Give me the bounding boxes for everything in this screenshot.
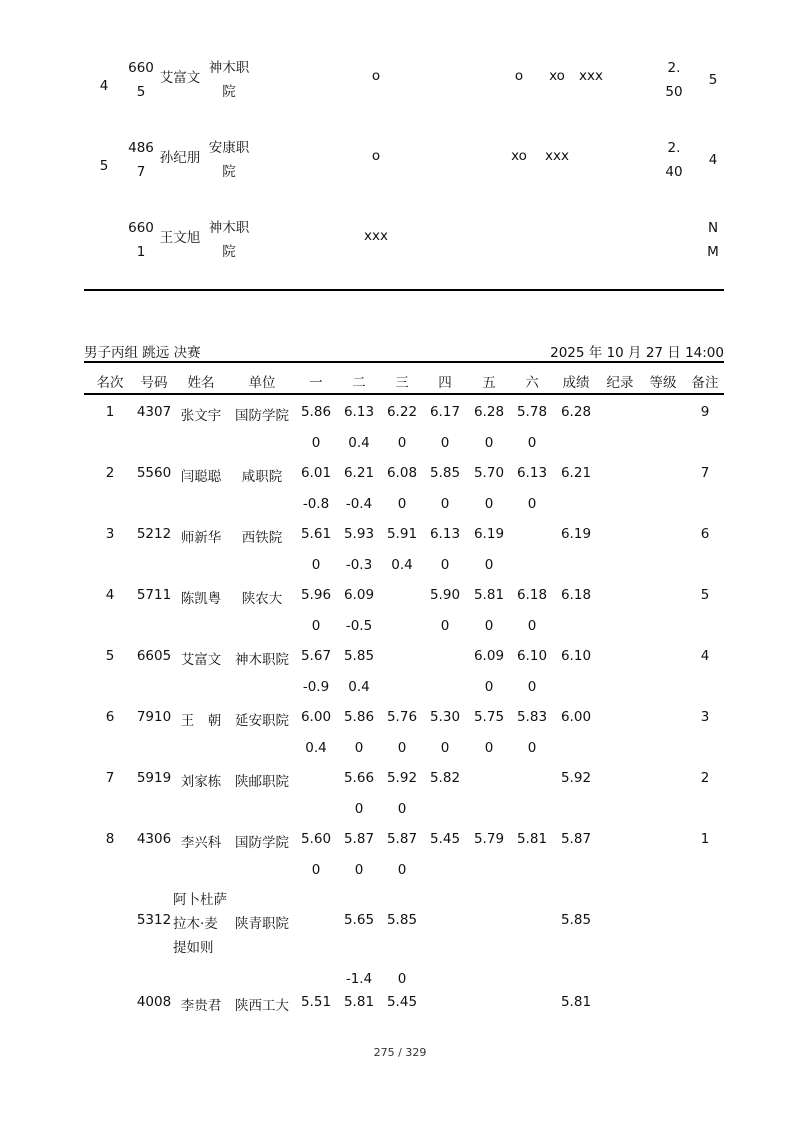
column-header: 等级 [649, 375, 677, 391]
wind-reading: 0 [311, 435, 321, 451]
attempt-mark: 5.85 [343, 648, 375, 664]
wind-reading: 0 [484, 740, 494, 756]
wind-reading: 0 [354, 862, 364, 878]
top-athlete-name: 艾富文 [159, 70, 201, 86]
attempt-mark: 5.82 [429, 770, 461, 786]
bib-cell: 4307 [136, 404, 172, 420]
wind-reading: 0 [397, 862, 407, 878]
attempt-mark: 5.92 [386, 770, 418, 786]
wind-reading: 0 [397, 496, 407, 512]
attempt-mark: 5.87 [386, 831, 418, 847]
top-unit-line1: 安康职 [208, 140, 250, 156]
points-note: 5 [700, 587, 710, 603]
top-unit-line2: 院 [222, 164, 236, 180]
attempt-mark: 5.51 [300, 994, 332, 1010]
unit-cell: 陕西工大 [235, 998, 289, 1014]
attempt-mark: 5.76 [386, 709, 418, 725]
rank-cell: 7 [105, 770, 115, 786]
attempt-mark: 6.08 [386, 465, 418, 481]
bib-cell: 5919 [136, 770, 172, 786]
attempt-mark: 6.13 [343, 404, 375, 420]
column-header: 号码 [140, 375, 168, 391]
attempt-mark: 6.10 [516, 648, 548, 664]
rank-cell: 3 [105, 526, 115, 542]
wind-reading: 0 [397, 740, 407, 756]
attempt-mark: 5.78 [516, 404, 548, 420]
athlete-name-line: 阿卜杜萨 [173, 892, 227, 908]
top-points: 4 [708, 152, 718, 168]
wind-reading: 0 [440, 496, 450, 512]
attempt-mark: 6.17 [429, 404, 461, 420]
column-header: 一 [309, 375, 323, 391]
unit-cell: 国防学院 [235, 835, 289, 851]
athlete-name: 王 朝 [180, 713, 222, 729]
points-note: 2 [700, 770, 710, 786]
attempt-mark: 5.81 [516, 831, 548, 847]
wind-reading: 0 [484, 435, 494, 451]
column-header: 姓名 [187, 375, 215, 391]
top-points: 5 [708, 72, 718, 88]
top-athlete-name: 孙纪朋 [159, 150, 201, 166]
top-attempt: o [371, 148, 381, 164]
athlete-name-line: 拉木·麦 [173, 916, 218, 932]
wind-reading: 0 [397, 801, 407, 817]
wind-reading: -0.9 [302, 679, 330, 695]
attempt-mark: 6.18 [516, 587, 548, 603]
wind-reading: 0 [527, 679, 537, 695]
attempt-mark: 6.09 [343, 587, 375, 603]
column-header: 纪录 [606, 375, 634, 391]
attempt-mark: 5.87 [343, 831, 375, 847]
unit-cell: 陕农大 [241, 591, 283, 607]
top-attempt: xo [511, 148, 527, 164]
wind-reading: -0.5 [345, 618, 373, 634]
attempt-mark: 5.96 [300, 587, 332, 603]
wind-reading: 0.4 [348, 679, 370, 695]
top-bib-line1: 486 [128, 140, 154, 156]
column-header: 成绩 [562, 375, 590, 391]
bib-cell: 5212 [136, 526, 172, 542]
rank-cell: 4 [105, 587, 115, 603]
attempt-mark: 5.70 [473, 465, 505, 481]
attempt-mark: 6.00 [300, 709, 332, 725]
attempt-mark: 5.67 [300, 648, 332, 664]
unit-cell: 延安职院 [235, 713, 289, 729]
best-result: 5.92 [560, 770, 592, 786]
points-note: 7 [700, 465, 710, 481]
wind-reading: 0 [440, 435, 450, 451]
attempt-mark: 6.22 [386, 404, 418, 420]
top-bib-line2: 5 [136, 84, 146, 100]
bib-cell: 5711 [136, 587, 172, 603]
bib-cell: 4306 [136, 831, 172, 847]
bib-cell: 4008 [136, 994, 172, 1010]
attempt-mark: 5.61 [300, 526, 332, 542]
top-athlete-name: 王文旭 [159, 230, 201, 246]
unit-cell: 陕青职院 [235, 916, 289, 932]
unit-cell: 国防学院 [235, 408, 289, 424]
athlete-name: 李兴科 [180, 835, 222, 851]
wind-reading: 0 [527, 740, 537, 756]
wind-reading: 0 [311, 557, 321, 573]
header-rule [84, 393, 724, 395]
wind-reading: 0 [484, 618, 494, 634]
attempt-mark: 6.09 [473, 648, 505, 664]
wind-reading: -1.4 [345, 971, 373, 987]
wind-reading: -0.3 [345, 557, 373, 573]
top-unit-line2: 院 [222, 244, 236, 260]
athlete-name-line: 提如则 [173, 940, 214, 956]
event-title: 男子丙组 跳远 决赛 [84, 345, 201, 361]
attempt-mark: 5.93 [343, 526, 375, 542]
attempt-mark: 6.13 [429, 526, 461, 542]
attempt-mark: 5.75 [473, 709, 505, 725]
wind-reading: 0 [397, 971, 407, 987]
top-unit-line1: 神木职 [208, 60, 250, 76]
bib-cell: 5312 [136, 912, 172, 928]
page-number: 275 / 329 [373, 1046, 427, 1059]
best-result: 5.87 [560, 831, 592, 847]
points-note: 1 [700, 831, 710, 847]
wind-reading: 0 [311, 618, 321, 634]
best-result: 6.00 [560, 709, 592, 725]
column-header: 备注 [691, 375, 719, 391]
top-attempt: o [371, 68, 381, 84]
column-header: 单位 [248, 375, 276, 391]
attempt-mark: 6.21 [343, 465, 375, 481]
top-result-line2: 50 [665, 84, 683, 100]
table-top-rule [84, 361, 724, 363]
wind-reading: 0 [354, 740, 364, 756]
rank-cell: 8 [105, 831, 115, 847]
top-bib-line2: 1 [136, 244, 146, 260]
top-bib-line2: 7 [136, 164, 146, 180]
wind-reading: 0 [397, 435, 407, 451]
attempt-mark: 5.86 [300, 404, 332, 420]
wind-reading: 0 [440, 740, 450, 756]
athlete-name: 艾富文 [180, 652, 222, 668]
column-header: 五 [482, 375, 496, 391]
attempt-mark: 6.13 [516, 465, 548, 481]
column-header: 名次 [96, 375, 124, 391]
top-bib-line1: 660 [128, 220, 154, 236]
attempt-mark: 5.90 [429, 587, 461, 603]
attempt-mark: 5.60 [300, 831, 332, 847]
top-rank: 4 [99, 78, 109, 94]
wind-reading: 0 [354, 801, 364, 817]
top-attempt: xxx [364, 228, 388, 244]
top-result-line1: 2. [667, 60, 681, 76]
points-note: 9 [700, 404, 710, 420]
bib-cell: 7910 [136, 709, 172, 725]
unit-cell: 神木职院 [235, 652, 289, 668]
section-divider [84, 289, 724, 291]
wind-reading: 0 [440, 618, 450, 634]
top-attempt: xxx [579, 68, 603, 84]
wind-reading: 0.4 [305, 740, 327, 756]
attempt-mark: 5.45 [429, 831, 461, 847]
rank-cell: 1 [105, 404, 115, 420]
attempt-mark: 5.66 [343, 770, 375, 786]
column-header: 四 [438, 375, 452, 391]
points-note: 3 [700, 709, 710, 725]
wind-reading: 0.4 [391, 557, 413, 573]
attempt-mark: 6.28 [473, 404, 505, 420]
unit-cell: 陕邮职院 [235, 774, 289, 790]
best-result: 6.21 [560, 465, 592, 481]
attempt-mark: 5.81 [473, 587, 505, 603]
attempt-mark: 5.81 [343, 994, 375, 1010]
attempt-mark: 5.86 [343, 709, 375, 725]
wind-reading: 0 [440, 557, 450, 573]
column-header: 二 [352, 375, 366, 391]
wind-reading: 0 [527, 435, 537, 451]
athlete-name: 闫聪聪 [180, 469, 222, 485]
top-attempt: xxx [545, 148, 569, 164]
athlete-name: 师新华 [180, 530, 222, 546]
unit-cell: 咸职院 [241, 469, 283, 485]
top-unit-line2: 院 [222, 84, 236, 100]
attempt-mark: 5.83 [516, 709, 548, 725]
top-result-line1: 2. [667, 140, 681, 156]
event-datetime: 2025 年 10 月 27 日 14:00 [550, 345, 724, 361]
wind-reading: 0.4 [348, 435, 370, 451]
top-rank: 5 [99, 158, 109, 174]
wind-reading: 0 [484, 496, 494, 512]
wind-reading: 0 [527, 496, 537, 512]
best-result: 5.85 [560, 912, 592, 928]
attempt-mark: 6.01 [300, 465, 332, 481]
attempt-mark: 6.19 [473, 526, 505, 542]
bib-cell: 6605 [136, 648, 172, 664]
rank-cell: 5 [105, 648, 115, 664]
rank-cell: 6 [105, 709, 115, 725]
points-note: 6 [700, 526, 710, 542]
attempt-mark: 5.30 [429, 709, 461, 725]
athlete-name: 李贵君 [180, 998, 222, 1014]
attempt-mark: 5.85 [429, 465, 461, 481]
attempt-mark: 5.91 [386, 526, 418, 542]
wind-reading: 0 [311, 862, 321, 878]
wind-reading: 0 [527, 618, 537, 634]
best-result: 6.10 [560, 648, 592, 664]
top-attempt: xo [549, 68, 565, 84]
best-result: 6.28 [560, 404, 592, 420]
best-result: 6.19 [560, 526, 592, 542]
wind-reading: 0 [484, 679, 494, 695]
best-result: 6.18 [560, 587, 592, 603]
rank-cell: 2 [105, 465, 115, 481]
athlete-name: 张文宇 [180, 408, 222, 424]
unit-cell: 西铁院 [241, 530, 283, 546]
wind-reading: -0.4 [345, 496, 373, 512]
attempt-mark: 5.45 [386, 994, 418, 1010]
column-header: 三 [395, 375, 409, 391]
athlete-name: 刘家栋 [180, 774, 222, 790]
wind-reading: 0 [484, 557, 494, 573]
top-bib-line1: 660 [128, 60, 154, 76]
attempt-mark: 5.65 [343, 912, 375, 928]
athlete-name: 陈凯粤 [180, 591, 222, 607]
attempt-mark: 5.85 [386, 912, 418, 928]
top-points: N M [707, 220, 719, 260]
top-result-line2: 40 [665, 164, 683, 180]
column-header: 六 [525, 375, 539, 391]
wind-reading: -0.8 [302, 496, 330, 512]
top-unit-line1: 神木职 [208, 220, 250, 236]
top-attempt: o [514, 68, 524, 84]
bib-cell: 5560 [136, 465, 172, 481]
attempt-mark: 5.79 [473, 831, 505, 847]
points-note: 4 [700, 648, 710, 664]
best-result: 5.81 [560, 994, 592, 1010]
